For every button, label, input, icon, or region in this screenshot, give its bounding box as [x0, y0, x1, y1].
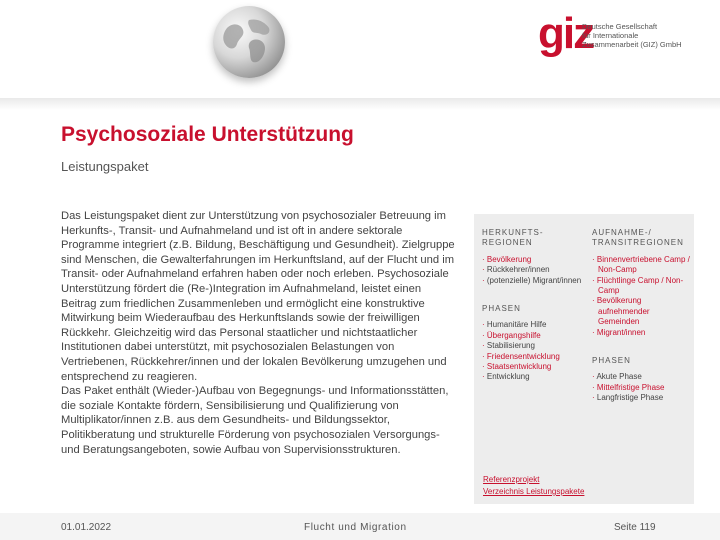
host-regions-column — [592, 228, 692, 422]
logo-text: Deutsche Gesellschaft für Internationale Zusammenarbeit (GIZ) GmbH — [582, 22, 682, 49]
host-phases-heading: PHASEN — [592, 356, 631, 366]
logo-mark: giz — [538, 9, 594, 58]
list-item: · Übergangshilfe — [482, 331, 582, 341]
globe-logo — [213, 6, 285, 78]
list-item: · (potenzielle) Migrant/innen — [482, 276, 582, 286]
origin-regions-column — [482, 228, 582, 401]
list-item: · Humanitäre Hilfe — [482, 320, 582, 330]
footer-page-number: Seite 119 — [614, 522, 656, 533]
reference-project-link[interactable]: Referenzprojekt — [483, 475, 540, 484]
footer-date: 01.01.2022 — [61, 522, 112, 533]
origin-phases-list — [482, 320, 582, 382]
list-item: · Bevölkerung — [482, 255, 582, 265]
list-item: · Stabilisierung — [482, 341, 582, 351]
description-paragraph-1: Das Leistungspaket dient zur Unterstützung von psychosozialer Betreuung im Herkunfts-, Transit- und Aufnahmeland und ist oft in andere sektorale Programme integriert (z.B. Bildung, Beschäftigung und Gesundheit). Zielgruppe sind Menschen, die Gewalterfahrungen im Herkunftsland, auf der Flucht und im Transit- oder Aufnahmeland erfahren haben oder noch erleben. Psychosoziale Unterstützung fördert die (Re-)Integration im Aufnahmeland, leistet einen Beitrag zum friedlichen Zusammenleben und ermöglicht eine konstruktive Mitwirkung beim Wiederaufbau des Herkunftslands sowie der freiwilligen Rückkehr. Gleichzeitig wird das Personal staatlicher und nichtstaatlicher Institutionen dabei unterstützt, mit psychosozialen Belastungen von Vertriebenen, Rückkehrer/innen und der lokalen Bevölkerung umzugehen und entsprechend zu reagieren. — [61, 210, 455, 383]
giz-logo — [538, 8, 718, 68]
list-item: · Akute Phase — [592, 372, 692, 382]
list-item: · Langfristige Phase — [592, 393, 692, 403]
list-item: · Entwicklung — [482, 372, 582, 382]
list-item: · Binnenvertriebene Camp / Non-Camp — [592, 255, 692, 276]
footer-topic: Flucht und Migration — [304, 522, 407, 533]
page-subtitle: Leistungspaket — [61, 159, 149, 174]
list-item: · Migrant/innen — [592, 328, 692, 338]
package-index-link[interactable]: Verzeichnis Leistungspakete — [483, 487, 585, 496]
links-block — [483, 474, 584, 498]
globe-icon — [213, 6, 285, 78]
list-item: · Flüchtlinge Camp / Non-Camp — [592, 276, 692, 297]
regions-phases-panel — [474, 214, 694, 504]
list-item: · Staatsentwicklung — [482, 362, 582, 372]
list-item: · Bevölkerung aufnehmender Gemeinden — [592, 296, 692, 327]
host-phases-list — [592, 372, 692, 403]
list-item: · Rückkehrer/innen — [482, 265, 582, 275]
list-item: · Friedensentwicklung — [482, 352, 582, 362]
description-text — [61, 209, 455, 457]
origin-phases-heading: PHASEN — [482, 304, 521, 314]
page-title: Psychosoziale Unterstützung — [61, 123, 354, 146]
origin-regions-heading: HERKUNFTS- REGIONEN — [482, 228, 544, 248]
list-item: · Mittelfristige Phase — [592, 383, 692, 393]
description-paragraph-2: Das Paket enthält (Wieder-)Aufbau von Begegnungs- und Informationsstätten, die soziale Kontakte fördern, Sensibilisierung und Qualifizierung von Multiplikator/innen z.B. aus dem Gesundheits- und Bildungssektor, Politikberatung und strukturelle Förderung von psychosozialen Versorgungs- und Beratungsangeboten, sowie Aufbau von Supervisionsstrukturen. — [61, 385, 449, 456]
host-regions-heading: AUFNAHME-/ TRANSITREGIONEN — [592, 228, 684, 248]
header-divider — [0, 98, 720, 110]
origin-regions-list — [482, 255, 582, 286]
host-regions-list — [592, 255, 692, 338]
